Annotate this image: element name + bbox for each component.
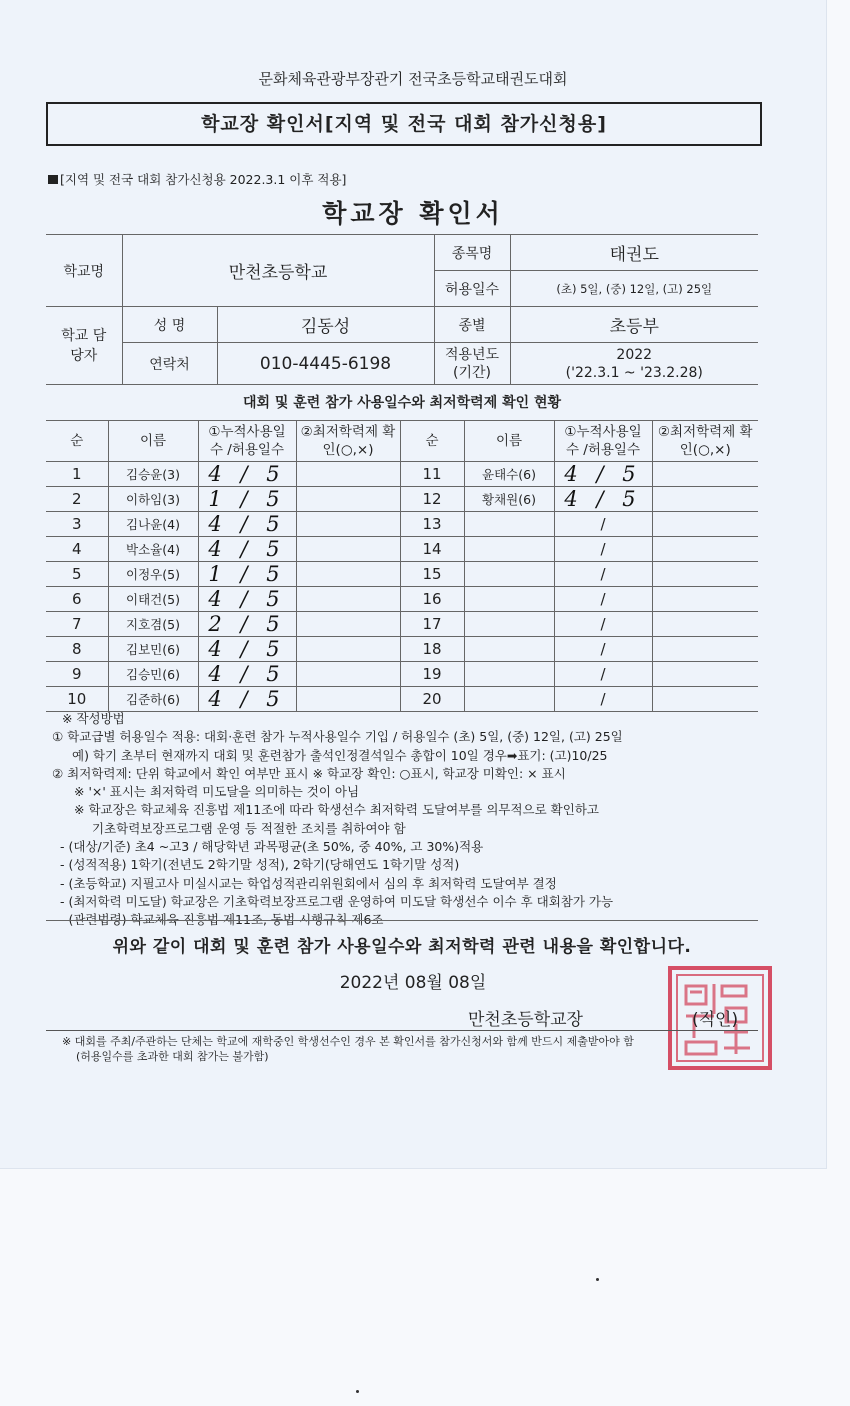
table-row xyxy=(46,562,758,587)
instruction-line: - (최저학력 미도달) 학교장은 기초학력보장프로그램 운영하여 미도달 학생선수 이수 후 대회참가 가능 xyxy=(60,893,614,909)
student-no: 6 xyxy=(46,587,108,612)
min-grade-check xyxy=(652,662,758,687)
type-value: 초등부 xyxy=(510,307,758,343)
min-grade-check xyxy=(652,587,758,612)
min-grade-check xyxy=(296,537,400,562)
header-min: ②최저학력제 확인(○,×) xyxy=(296,421,400,462)
min-grade-check xyxy=(296,562,400,587)
min-grade-check xyxy=(652,462,758,487)
instruction-line: - (대상/기준) 초4 ~고3 / 해당학년 과목평균(초 50%, 중 40%, 고 30%)적용 xyxy=(60,839,484,855)
student-no: 2 xyxy=(46,487,108,512)
instruction-line: - (관련법령) 학교체육 진흥법 제11조, 동법 시행규칙 제6조 xyxy=(60,912,384,928)
used-days: / xyxy=(554,512,652,537)
table-row xyxy=(46,612,758,637)
year-text: 2022 xyxy=(616,346,653,363)
min-grade-check xyxy=(296,512,400,537)
seal-mark: (직인) xyxy=(692,1010,739,1030)
used-days: / xyxy=(554,687,652,712)
used-days: 4 / 5 xyxy=(198,462,296,487)
student-no: 14 xyxy=(400,537,464,562)
event-label: 종목명 xyxy=(434,235,510,271)
footnote-line: (허용일수를 초과한 대회 참가는 불가함) xyxy=(76,1050,269,1063)
student-name: 김승민(6) xyxy=(108,662,198,687)
student-name xyxy=(464,512,554,537)
instructions-heading: ※ 작성방법 xyxy=(62,711,125,726)
used-days: 4 / 5 xyxy=(554,487,652,512)
min-grade-check xyxy=(652,562,758,587)
min-grade-check xyxy=(652,687,758,712)
min-grade-check xyxy=(652,612,758,637)
student-table xyxy=(46,420,758,712)
student-name xyxy=(464,537,554,562)
student-name xyxy=(464,662,554,687)
document-title: 학교장 확인서 xyxy=(322,199,504,228)
student-name: 이하임(3) xyxy=(108,487,198,512)
allowed-days-label: 허용일수 xyxy=(434,271,510,307)
principal-title: 만천초등학교장 xyxy=(468,1010,583,1030)
applicability-note-text: [지역 및 전국 대회 참가신청용 2022.3.1 이후 적용] xyxy=(60,172,347,187)
staff-label: 학교 담당자 xyxy=(46,307,122,385)
school-info-table xyxy=(46,234,758,385)
student-no: 13 xyxy=(400,512,464,537)
min-grade-check xyxy=(296,612,400,637)
header-no: 순 xyxy=(400,421,464,462)
header-used: ①누적사용일수 /허용일수 xyxy=(198,421,296,462)
min-grade-check xyxy=(652,537,758,562)
instructions-divider xyxy=(46,920,758,921)
student-name: 김준하(6) xyxy=(108,687,198,712)
type-label: 종별 xyxy=(434,307,510,343)
min-grade-check xyxy=(296,637,400,662)
student-name: 황채원(6) xyxy=(464,487,554,512)
instruction-line: ※ '×' 표시는 최저학력 미도달을 의미하는 것이 아님 xyxy=(74,784,360,800)
student-name xyxy=(464,562,554,587)
table-row xyxy=(46,687,758,712)
used-days: 4 / 5 xyxy=(554,462,652,487)
student-no: 18 xyxy=(400,637,464,662)
student-no: 8 xyxy=(46,637,108,662)
student-name: 박소율(4) xyxy=(108,537,198,562)
contact-value: 010-4445-6198 xyxy=(217,343,434,385)
header-min: ②최저학력제 확인(○,×) xyxy=(652,421,758,462)
used-days: 1 / 5 xyxy=(198,487,296,512)
used-days: / xyxy=(554,662,652,687)
staff-name: 김동성 xyxy=(217,307,434,343)
used-days: 4 / 5 xyxy=(198,637,296,662)
section-title: 대회 및 훈련 참가 사용일수와 최저학력제 확인 현황 xyxy=(242,395,562,411)
header-used: ①누적사용일수 /허용일수 xyxy=(554,421,652,462)
scan-speck xyxy=(356,1390,359,1393)
applicability-note xyxy=(48,170,346,188)
student-no: 4 xyxy=(46,537,108,562)
student-name xyxy=(464,687,554,712)
student-no: 1 xyxy=(46,462,108,487)
used-days: 2 / 5 xyxy=(198,612,296,637)
table-row xyxy=(46,487,758,512)
footer-divider xyxy=(46,1030,758,1031)
student-name xyxy=(464,612,554,637)
footnote xyxy=(62,1034,762,1064)
school-label: 학교명 xyxy=(46,235,122,307)
instruction-line: ※ 학교장은 학교체육 진흥법 제11조에 따라 학생선수 최저학력 도달여부를 의무적으로 확인하고 xyxy=(74,802,599,818)
table-row xyxy=(46,462,758,487)
year-label: 적용년도 (기간) xyxy=(434,343,510,385)
boxed-title: 학교장 확인서[지역 및 전국 대회 참가신청용] xyxy=(46,102,762,146)
name-label: 성 명 xyxy=(122,307,217,343)
year-range: ('22.3.1 ~ '23.2.28) xyxy=(565,364,703,381)
used-days: 4 / 5 xyxy=(198,587,296,612)
issue-date: 2022년 08월 08일 xyxy=(339,973,487,993)
used-days: / xyxy=(554,637,652,662)
student-name xyxy=(464,587,554,612)
instruction-line: ② 최저학력제: 단위 학교에서 확인 여부만 표시 ※ 학교장 확인: ○표시, 학교장 미확인: × 표시 xyxy=(52,765,566,781)
min-grade-check xyxy=(296,587,400,612)
table-header-row xyxy=(46,421,758,462)
square-bullet-icon xyxy=(48,175,58,184)
student-name: 윤태수(6) xyxy=(464,462,554,487)
used-days: 1 / 5 xyxy=(198,562,296,587)
student-no: 19 xyxy=(400,662,464,687)
student-name: 지호겸(5) xyxy=(108,612,198,637)
used-days: / xyxy=(554,537,652,562)
instruction-line: 기초학력보장프로그램 운영 등 적절한 조치를 취하여야 함 xyxy=(92,820,406,836)
min-grade-check xyxy=(296,687,400,712)
used-days: 4 / 5 xyxy=(198,687,296,712)
used-days: / xyxy=(554,587,652,612)
confirmation-statement: 위와 같이 대회 및 훈련 참가 사용일수와 최저학력 관련 내용을 확인합니다. xyxy=(112,937,692,957)
contact-label: 연락처 xyxy=(122,343,217,385)
instruction-line: - (초등학교) 지필고사 미실시교는 학업성적관리위원회에서 심의 후 최저학력 도달여부 결정 xyxy=(60,875,557,891)
used-days: / xyxy=(554,562,652,587)
min-grade-check xyxy=(652,487,758,512)
student-name: 김보민(6) xyxy=(108,637,198,662)
used-days: 4 / 5 xyxy=(198,512,296,537)
student-name xyxy=(464,637,554,662)
min-grade-check xyxy=(652,512,758,537)
min-grade-check xyxy=(296,487,400,512)
student-no: 12 xyxy=(400,487,464,512)
student-no: 7 xyxy=(46,612,108,637)
student-name: 김나윤(4) xyxy=(108,512,198,537)
student-no: 20 xyxy=(400,687,464,712)
instructions xyxy=(46,710,766,930)
min-grade-check xyxy=(296,662,400,687)
used-days: 4 / 5 xyxy=(198,537,296,562)
header-name: 이름 xyxy=(108,421,198,462)
min-grade-check xyxy=(296,462,400,487)
student-no: 5 xyxy=(46,562,108,587)
instruction-line: 예) 학기 초부터 현재까지 대회 및 훈련참가 출석인정결석일수 총합이 10일 경우➡표기: (고)10/25 xyxy=(72,747,608,763)
allowed-days-value: (초) 5일, (중) 12일, (고) 25일 xyxy=(510,271,758,307)
table-row xyxy=(46,587,758,612)
table-row xyxy=(46,637,758,662)
event-value: 태권도 xyxy=(510,235,758,271)
student-no: 3 xyxy=(46,512,108,537)
school-name: 만천초등학교 xyxy=(122,235,434,307)
organizer-title: 문화체육관광부장관기 전국초등학교태권도대회 xyxy=(258,70,568,88)
student-name: 김승윤(3) xyxy=(108,462,198,487)
table-row xyxy=(46,512,758,537)
instruction-line: - (성적적용) 1학기(전년도 2학기말 성적), 2학기(당해연도 1학기말 성적) xyxy=(60,857,460,873)
footnote-line: ※ 대회를 주최/주관하는 단체는 학교에 재학중인 학생선수인 경우 본 확인서를 참가신청서와 함께 반드시 제출받아야 함 xyxy=(62,1035,634,1048)
header-no: 순 xyxy=(46,421,108,462)
table-row xyxy=(46,662,758,687)
student-no: 15 xyxy=(400,562,464,587)
used-days: / xyxy=(554,612,652,637)
instruction-line: ① 학교급별 허용일수 적용: 대회·훈련 참가 누적사용일수 기입 / 허용일수 (초) 5일, (중) 12일, (고) 25일 xyxy=(52,729,623,745)
student-no: 16 xyxy=(400,587,464,612)
student-name: 이정우(5) xyxy=(108,562,198,587)
scan-speck xyxy=(596,1278,599,1281)
year-value xyxy=(510,343,758,385)
used-days: 4 / 5 xyxy=(198,662,296,687)
student-no: 11 xyxy=(400,462,464,487)
student-no: 9 xyxy=(46,662,108,687)
table-row xyxy=(46,537,758,562)
student-no: 17 xyxy=(400,612,464,637)
header-name: 이름 xyxy=(464,421,554,462)
student-name: 이태건(5) xyxy=(108,587,198,612)
min-grade-check xyxy=(652,637,758,662)
student-no: 10 xyxy=(46,687,108,712)
